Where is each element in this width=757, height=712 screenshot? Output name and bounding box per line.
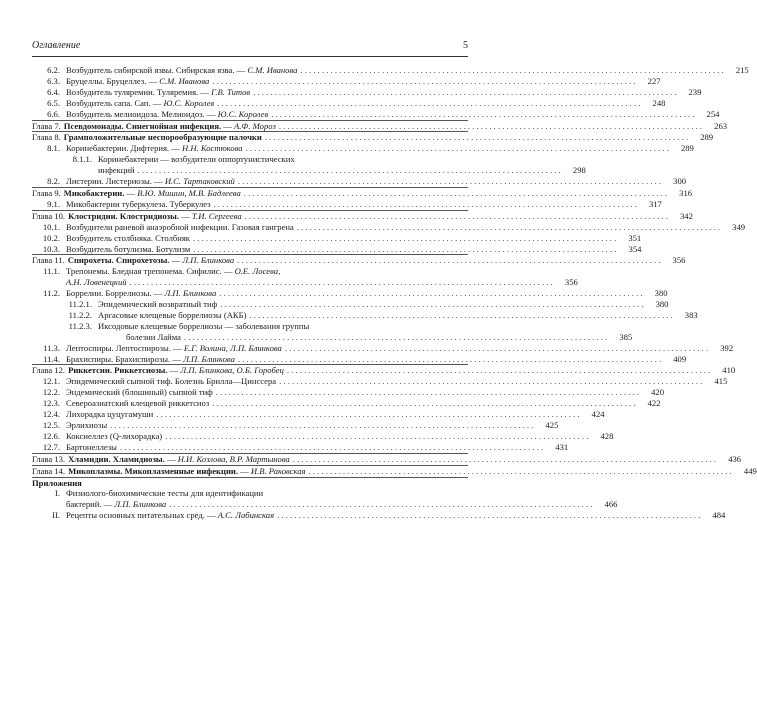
entry-number: 10.1. (42, 221, 60, 232)
entry-author: Т.И. Сергеева (191, 210, 242, 221)
leader-dots (244, 188, 667, 199)
toc-entry (32, 86, 702, 98)
leader-dots (238, 354, 661, 365)
leader-dots (193, 244, 616, 255)
leader-dots (216, 387, 639, 398)
toc-entry (32, 430, 614, 442)
entry-author: Н.И. Козлова, В.Р. Мартынова (177, 453, 290, 464)
entry-number: 11.2. (43, 288, 60, 299)
entry-number: Глава 14. (32, 465, 66, 476)
leader-dots (249, 310, 672, 321)
chapter-title: Риккетсии. Риккетсиозы. (68, 365, 168, 376)
chapter-title: Хламидии. Хламидиозы. (68, 453, 165, 464)
leader-dots (285, 343, 708, 354)
toc-entry (32, 198, 662, 210)
leader-dots (300, 65, 723, 76)
entry-number: 12.7. (42, 441, 60, 452)
leader-dots (279, 376, 702, 387)
leader-dots (279, 121, 702, 132)
leader-dots (245, 211, 668, 222)
entry-number: 9.1. (47, 198, 60, 209)
toc-entry (32, 398, 661, 409)
entry-author: С.М. Иванова (247, 65, 298, 75)
entry-number: 12.6. (42, 430, 60, 441)
entry-text: — (167, 365, 181, 376)
entry-number: Глава 11. (32, 255, 65, 266)
entry-author: Л.П. Блинкова, О.Б. Горобец (180, 365, 284, 376)
leader-dots (220, 299, 643, 310)
page-number: 5 (463, 40, 468, 51)
toc-entry (32, 65, 749, 76)
entry-title (68, 454, 290, 465)
entry-number: 10.2. (42, 232, 60, 243)
entry-title (66, 109, 268, 120)
toc-entry (32, 376, 728, 387)
header-rule (32, 56, 468, 57)
entry-text: Иксодовые клещевые боррелиозы — заболевания группы (98, 320, 310, 331)
leader-dots (237, 255, 660, 266)
entry-title (32, 165, 135, 176)
toc-entry (32, 232, 642, 244)
toc-entry (32, 120, 728, 132)
entry-number: 8.2. (47, 176, 60, 187)
leader-dots (277, 510, 700, 521)
entry-text: Боррелии. Боррелиозы. — (66, 288, 165, 299)
entry-text: Эрлихиозы (66, 420, 108, 430)
chapter-title: Грамположительные неспорообразующие палочки (63, 132, 262, 143)
entry-text: Лептоспиры. Лептоспирозы. — (66, 342, 184, 353)
toc-entry (32, 299, 669, 310)
entry-number: II. (52, 510, 60, 521)
entry-page-number: 239 (688, 86, 702, 97)
entry-page-number: 424 (591, 409, 605, 420)
toc-entry (32, 387, 664, 398)
entry-page-number: 422 (647, 398, 661, 409)
entry-text: — (164, 453, 178, 464)
leader-dots (253, 87, 676, 98)
entry-text: Возбудитель ботулизма. Ботулизм (66, 243, 191, 254)
entry-text: Микобактерии туберкулеза. Туберкулез (66, 198, 211, 209)
entry-number: 11.2.3. (68, 320, 92, 331)
leader-dots (120, 442, 543, 453)
toc-entry (32, 309, 698, 321)
entry-author: А.Ф. Мороз (234, 120, 276, 131)
entry-page-number: 466 (604, 499, 618, 510)
entry-number: 12.1. (42, 376, 60, 387)
leader-dots (287, 365, 710, 376)
leader-dots (246, 143, 669, 154)
entry-author: Л.П. Блинкова (164, 288, 217, 299)
chapter-title: Клостридии. Клостридиозы. (68, 210, 179, 221)
entry-page-number: 263 (714, 120, 728, 131)
leader-dots (110, 420, 533, 431)
toc-entry (32, 288, 668, 299)
entry-number: 11.4. (43, 353, 60, 364)
entry-page-number: 316 (679, 187, 693, 198)
entry-text: — (221, 120, 235, 131)
entry-page-number: 385 (619, 331, 633, 342)
entry-title (66, 376, 276, 387)
leader-dots (138, 165, 561, 176)
entry-title (66, 442, 117, 453)
entry-text: Североазиатский клещевой риккетсиоз (66, 398, 210, 409)
leader-dots (217, 98, 640, 109)
entry-page-number: 317 (648, 198, 662, 209)
table-of-contents (32, 65, 757, 521)
leader-dots (265, 132, 688, 143)
entry-title (66, 266, 280, 277)
toc-entry (32, 453, 742, 465)
entry-title (98, 321, 309, 332)
toc-entry (32, 108, 720, 120)
chapter-title: Спирохеты. Спирохетозы. (67, 255, 170, 266)
toc-entry (32, 465, 757, 477)
entry-author: О.Е. Лосева, (234, 266, 281, 277)
entry-title (68, 211, 242, 222)
entry-page-number: 431 (555, 441, 569, 452)
toc-entry (32, 510, 726, 521)
toc-entry (32, 488, 468, 499)
entry-page-number: 392 (720, 342, 734, 353)
entry-page-number: 380 (654, 288, 668, 299)
entry-text: Физиолого-биохимические тесты для идентификации (66, 488, 264, 499)
entry-author: Ю.С. Королев (217, 108, 269, 119)
leader-dots (238, 176, 661, 187)
entry-text: Возбудитель туляремии. Туляремия. — (66, 86, 212, 97)
entry-text: Коринебактерии — возбудители оппортунистических (98, 154, 295, 165)
toc-entry (32, 353, 687, 365)
entry-title (66, 222, 294, 233)
entry-page-number: 425 (545, 420, 559, 430)
entry-text: бактерий. — (66, 499, 115, 510)
leader-dots (193, 233, 616, 244)
entry-text: Аргасовые клещевые боррелиозы (АКБ) (98, 309, 247, 320)
entry-page-number: 248 (652, 97, 666, 108)
entry-text: Брахиспиры. Брахиспирозы. — (66, 353, 184, 364)
entry-page-number: 410 (722, 365, 736, 376)
entry-title (66, 398, 209, 409)
entry-title (98, 310, 246, 321)
entry-page-number: 227 (647, 75, 661, 86)
entry-page-number: 289 (700, 132, 714, 143)
leader-dots (156, 409, 579, 420)
entry-number: 11.1. (43, 266, 60, 277)
entry-number: 12.5. (42, 420, 60, 430)
entry-page-number: 380 (655, 299, 669, 310)
entry-number: 11.2.2. (68, 309, 92, 320)
toc-entry (32, 221, 746, 233)
entry-text: Возбудители раневой анаэробной инфекции. Газовая гангрена (66, 221, 294, 232)
entry-text: Эпидемический возвратный тиф (98, 299, 218, 310)
entry-number: Глава 13. (32, 453, 66, 464)
entry-text: Бруцеллы. Бруцеллез. — (66, 75, 160, 86)
entry-title (98, 299, 217, 310)
entry-number: Глава 12. (32, 365, 66, 376)
entry-title (66, 431, 162, 442)
toc-entry (32, 477, 468, 489)
entry-number: 6.2. (47, 65, 60, 75)
entry-number: Глава 9. (32, 187, 61, 198)
leader-dots (219, 288, 642, 299)
entry-text: Эпидемический сыпной тиф. Болезнь Брилла—Цинссера (66, 376, 277, 387)
entry-text: инфекций (98, 165, 135, 176)
leader-dots (165, 431, 588, 442)
toc-entry (32, 97, 666, 109)
leader-dots (130, 277, 553, 288)
leader-dots (184, 332, 607, 343)
entry-number: 12.2. (42, 387, 60, 398)
leader-dots (297, 222, 720, 233)
running-header (32, 40, 468, 56)
chapter-title: Псевдомонады. Синегнойная инфекция. (63, 120, 222, 131)
leader-dots (309, 466, 732, 477)
entry-title (66, 98, 214, 109)
entry-page-number: 254 (706, 108, 720, 119)
entry-author: Л.П. Блинкова (114, 499, 167, 510)
toc-entry (32, 266, 468, 277)
entry-page-number: 298 (572, 165, 586, 176)
leader-dots (293, 454, 716, 465)
entry-title (66, 409, 153, 420)
entry-text: Возбудитель сапа. Сап. — (66, 97, 164, 108)
entry-number: Глава 8. (32, 132, 61, 143)
entry-page-number: 383 (684, 309, 698, 320)
entry-author: Л.П. Блинкова (182, 255, 235, 266)
entry-number: 12.3. (42, 398, 60, 409)
entry-title (66, 143, 243, 154)
entry-page-number: 409 (673, 353, 687, 364)
entry-title (66, 288, 216, 299)
entry-page-number: 300 (673, 176, 687, 187)
entry-title (98, 154, 295, 165)
entry-number: 6.3. (47, 75, 60, 86)
entry-title (66, 420, 107, 431)
toc-entry (32, 243, 642, 255)
entry-page-number: 349 (732, 221, 746, 232)
entry-text: Листерии. Листериозы. — (66, 176, 165, 187)
entry-title (66, 343, 282, 354)
entry-text: — (169, 255, 183, 266)
entry-page-number: 354 (628, 243, 642, 254)
entry-text: Трепонемы. Бледная трепонема. Сифилис. — (66, 266, 235, 277)
entry-text: Коксиеллез (Q-лихорадка) (66, 430, 163, 441)
entry-author: Ю.С. Королев (163, 97, 215, 108)
entry-title (64, 188, 241, 199)
entry-text: Лихорадка цуцугамуши (66, 409, 154, 420)
entry-number: 10.3. (42, 243, 60, 254)
entry-text: болезни Лайма (126, 331, 181, 342)
entry-author: А.С. Лабинская (217, 510, 275, 521)
toc-entry (32, 409, 605, 420)
entry-number: 8.1. (47, 143, 60, 154)
entry-title (66, 510, 274, 521)
toc-entry (32, 154, 468, 165)
toc-entry (32, 187, 693, 199)
entry-title (66, 387, 213, 398)
entry-author: Е.Г. Волина, Л.П. Блинкова (183, 342, 282, 353)
toc-entry (32, 165, 586, 176)
toc-entry (32, 420, 559, 431)
entry-title (66, 76, 209, 87)
entry-text: — (178, 210, 192, 221)
entry-number: 6.5. (47, 97, 60, 108)
entry-text: Эндемический (блошиный) сыпной тиф (66, 387, 213, 398)
toc-entry (32, 143, 694, 154)
entry-page-number: 356 (564, 277, 578, 288)
entry-author: А.Н. Ловенецкий (66, 277, 127, 288)
entry-author: Л.П. Блинкова (183, 353, 235, 364)
leader-dots (214, 199, 637, 210)
toc-entry (32, 277, 578, 288)
entry-text: — (238, 465, 251, 476)
toc-entry (32, 342, 734, 354)
entry-title (66, 233, 190, 244)
entry-title (66, 176, 235, 187)
entry-text: Рецепты основных питательных сред. — (66, 510, 218, 521)
entry-title (66, 488, 263, 499)
toc-entry (32, 331, 633, 343)
entry-text: — (124, 187, 138, 198)
entry-title (64, 121, 276, 132)
entry-author: И.С. Тартаковский (164, 176, 235, 187)
entry-author: Н.Н. Костюкова (182, 143, 243, 154)
leader-dots (169, 499, 592, 510)
entry-page-number: 356 (672, 255, 686, 266)
chapter-title: Микобактерии. (63, 187, 125, 198)
entry-number: 11.2.1. (68, 299, 92, 310)
entry-title (66, 87, 250, 98)
toc-entry (32, 441, 569, 453)
entry-text: Возбудитель мелиоидоза. Мелиоидоз. — (66, 108, 218, 119)
entry-title (68, 365, 284, 376)
entry-page-number: 449 (743, 465, 757, 476)
entry-page-number: 342 (679, 210, 693, 221)
entry-page-number: 428 (600, 430, 614, 441)
entry-number: 12.4. (42, 409, 60, 420)
leader-dots (271, 109, 694, 120)
entry-page-number: 484 (712, 510, 726, 521)
entry-page-number: 420 (651, 387, 664, 398)
running-header-title: Оглавление (32, 40, 81, 51)
leader-dots (212, 398, 635, 409)
entry-number: I. (54, 488, 60, 499)
toc-entry (32, 176, 687, 187)
toc-entry (32, 254, 686, 266)
entry-text: Коринебактерии. Дифтерия. — (66, 143, 183, 154)
entry-text: Возбудитель столбняка. Столбняк (66, 232, 190, 243)
entry-title (68, 255, 234, 266)
entry-page-number: 351 (628, 232, 642, 243)
entry-number: Глава 7. (32, 120, 61, 131)
entry-number: 6.6. (47, 108, 60, 119)
entry-page-number: 436 (728, 453, 742, 464)
chapter-title: Микоплазмы. Микоплазменные инфекции. (68, 465, 238, 476)
entry-title (32, 277, 127, 288)
entry-number: 11.3. (43, 342, 60, 353)
entry-text: Возбудитель сибирской язвы. Сибирская язва. — (66, 65, 248, 75)
entry-title (66, 65, 297, 76)
entry-title (68, 466, 305, 477)
toc-entry (32, 210, 693, 222)
toc-entry (32, 364, 736, 376)
entry-number: Глава 10. (32, 210, 66, 221)
toc-entry (32, 499, 618, 510)
entry-title (64, 132, 262, 143)
entry-number: 6.4. (47, 86, 60, 97)
entry-page-number: 289 (680, 143, 694, 154)
entry-title (66, 199, 211, 210)
entry-page-number: 215 (735, 65, 749, 75)
entry-title (66, 244, 190, 255)
entry-title (66, 354, 235, 365)
appendix-heading: Приложения (32, 477, 82, 488)
entry-text: Бартонеллезы (66, 441, 117, 452)
entry-author: В.Ю. Мишин, М.В. Бадлеева (137, 187, 241, 198)
entry-number: 8.1.1. (72, 154, 92, 165)
toc-entry (32, 75, 661, 87)
entry-title (32, 499, 166, 510)
entry-page-number: 415 (714, 376, 728, 387)
entry-author: И.В. Раковская (250, 465, 306, 476)
entry-author: С.М. Иванова (159, 75, 210, 86)
entry-author: Г.В. Титов (211, 86, 251, 97)
toc-entry (32, 321, 468, 332)
toc-entry (32, 131, 714, 143)
leader-dots (212, 76, 635, 87)
entry-title (32, 332, 181, 343)
